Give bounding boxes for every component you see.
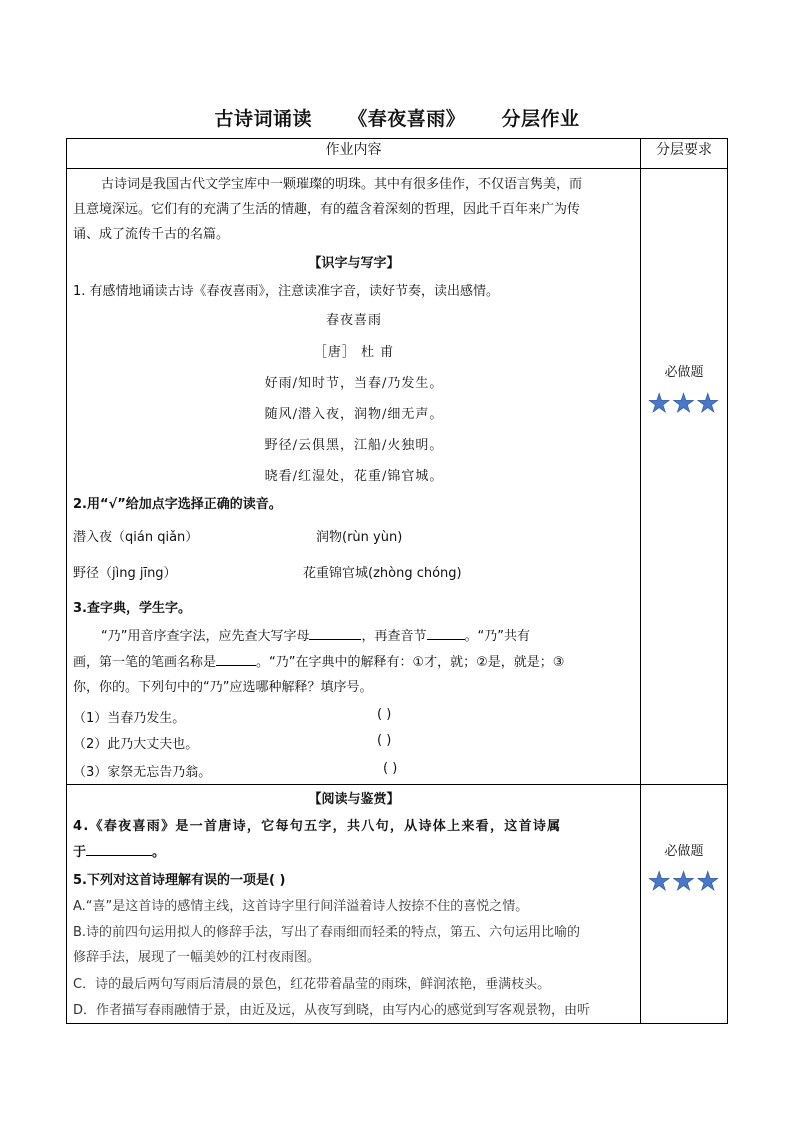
answer-blank[interactable]: [309, 626, 361, 640]
title-part-3: 分层作业: [501, 108, 580, 130]
intro-line-1: 古诗词是我国古代文学宝库中一颗璀璨的明珠。其中有很多佳作，不仅语言隽美，而: [101, 177, 583, 192]
q3-item: （1）当春乃发生。: [73, 711, 186, 726]
answer-paren[interactable]: ( ): [377, 707, 392, 722]
option-a: A.“喜”是这首诗的感情主线，这首诗字里行间洋溢着诗人按捺不住的喜悦之情。: [73, 899, 529, 914]
page-title: [0, 104, 794, 131]
q3-item: （2）此乃大丈夫也。: [73, 737, 199, 752]
option-b-line-2: 修辞手法，展现了一幅美妙的江村夜雨图。: [73, 950, 321, 965]
option-b-line-1: B.诗的前四句运用拟人的修辞手法，写出了春雨细而轻柔的特点，第五、六句运用比喻的: [73, 925, 581, 940]
intro-line-2: 且意境深远。它们有的充满了生活的情趣，有的蕴含着深刻的哲理，因此千百年来广为传: [73, 202, 581, 217]
answer-blank[interactable]: [86, 842, 152, 856]
header-requirement: 分层要求: [641, 139, 728, 169]
question-4: 4.《春夜喜雨》是一首唐诗，它每句五字，共八句，从诗体上来看，这首诗属: [73, 819, 562, 834]
section-2-content: [67, 785, 641, 1024]
q3-line-1: “乃”用音序查字法，应先查大写字母 ，再查音节 。“乃”共有: [101, 625, 530, 644]
poem-author: ［唐］ 杜 甫: [313, 345, 395, 360]
section-1-content: [67, 169, 641, 785]
section-heading-literacy: 【识字与写字】: [308, 256, 400, 271]
answer-paren[interactable]: ( ): [377, 733, 392, 748]
option-c: C．诗的最后两句写雨后清晨的景色，红花带着晶莹的雨珠，鲜润浓艳，垂满枝头。: [73, 977, 551, 992]
section-1-row: [67, 169, 728, 785]
question-1: 1. 有感情地诵读古诗《春夜喜雨》，注意读准字音，读好节奏，读出感情。: [73, 284, 500, 299]
q3-line-3: 你，你的。下列句中的“乃”应选哪种解释？填序号。: [73, 680, 373, 695]
q2-item: 润物(rùn yùn): [316, 530, 403, 545]
question-4-line-2: 于 。: [73, 841, 165, 860]
requirement-label: 必做题: [664, 844, 704, 859]
homework-table: [66, 138, 728, 1024]
requirement-label: 必做题: [664, 365, 704, 380]
q3-line-2: 画，第一笔的笔画名称是 。“乃”在字典中的解释有：①才，就；②是，就是；③: [73, 651, 564, 670]
poem-line: 好雨/知时节，当春/乃发生。: [264, 376, 444, 391]
q3-item: （3）家祭无忘告乃翁。: [73, 765, 212, 780]
question-3: 3.查字典，学生字。: [73, 601, 191, 616]
q2-item: 花重锦官城(zhòng chóng): [303, 566, 462, 581]
poem-line: 晓看/红湿处，花重/锦官城。: [264, 469, 444, 484]
intro-line-3: 诵、成了流传千古的名篇。: [73, 227, 230, 242]
table-header-row: [67, 139, 728, 169]
star-rating-icon: ★★★: [647, 867, 721, 897]
poem-line: 野径/云俱黑，江船/火独明。: [264, 438, 444, 453]
poem-line: 随风/潜入夜，润物/细无声。: [264, 407, 444, 422]
section-2-requirement: [641, 785, 728, 1024]
option-d: D．作者描写春雨融情于景，由近及远，从夜写到晓，由写内心的感觉到写客观景物，由听: [73, 1003, 591, 1018]
question-2: 2.用“√”给加点字选择正确的读音。: [73, 497, 282, 512]
answer-blank[interactable]: [427, 626, 465, 640]
header-content: 作业内容: [67, 139, 641, 169]
section-heading-reading: 【阅读与鉴赏】: [308, 792, 400, 807]
section-2-row: [67, 785, 728, 1024]
title-part-2: 《春夜喜雨》: [348, 108, 466, 130]
section-1-requirement: [641, 169, 728, 785]
title-part-1: 古诗词诵读: [214, 108, 312, 130]
answer-blank[interactable]: [216, 652, 256, 666]
q2-item: 野径（jìng jīng）: [73, 566, 177, 581]
answer-paren[interactable]: ( ): [383, 761, 398, 776]
poem-title: 春夜喜雨: [325, 313, 382, 328]
q2-item: 潜入夜（qián qiǎn）: [73, 530, 199, 545]
question-5: 5.下列对这首诗理解有误的一项是( ): [73, 873, 286, 888]
star-rating-icon: ★★★: [647, 389, 721, 419]
